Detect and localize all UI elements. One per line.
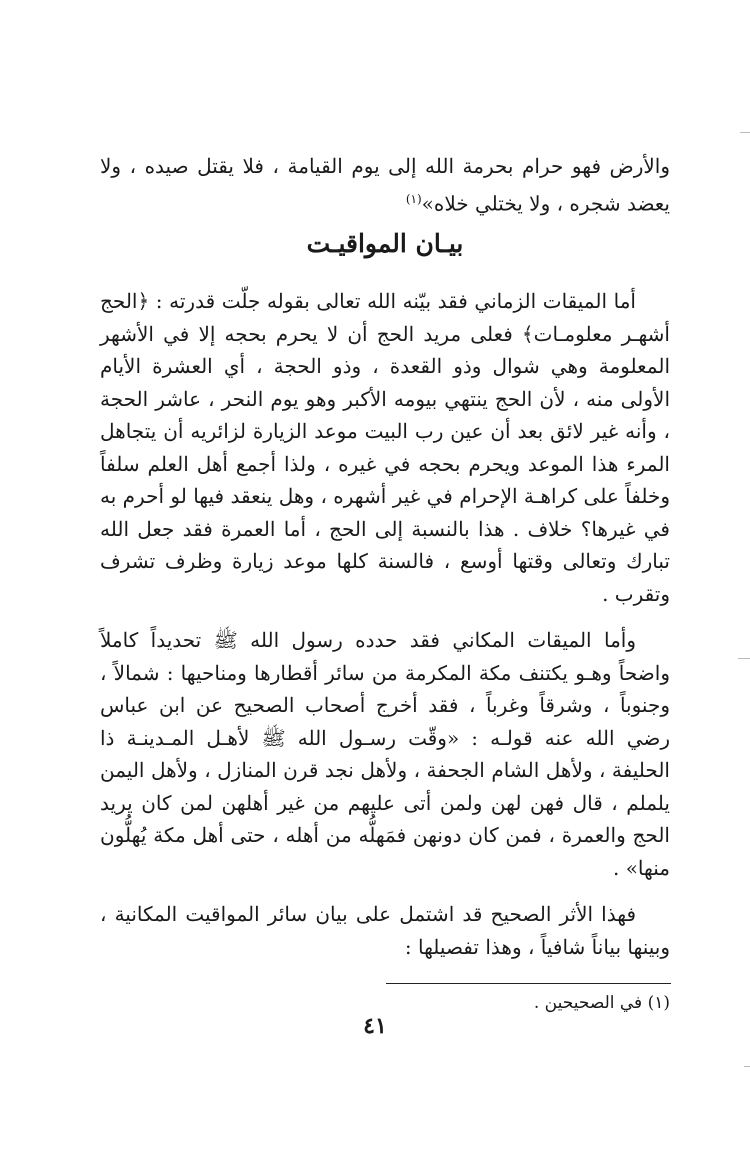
scan-edge-mark [738, 658, 750, 659]
section-heading: بيـان المواقيـت [306, 229, 464, 258]
body-text [100, 285, 670, 963]
page-number: ٤١ [363, 1013, 387, 1039]
paragraph-temporal-miqat: أما الميقات الزماني فقد بيّنه الله تعالى بقوله جلّت قدرته : ﴿الحج أشهـر معلومـات﴾ فعلى مريد الحج أن لا يحرم بحجه إلا في الأشهر المعلومة وهي شوال وذو القعدة ، وذو الحجة ، أي العشرة الأيام الأولى منه ، لأن الحج ينتهي بيومه الأكبر وهو يوم النحر ، عاشر الحجة ، وأنه غير لائق بعد أن عين رب البيت موعد الزيارة لزائريه أن يتجاهل المرء هذا الموعد ويحرم بحجه في غيره ، ولذا أجمع أهل العلم سلفاً وخلفاً على كراهـة الإحرام في غير أشهره ، وهل ينعقد فيها لو أحرم به في غيرها؟ خلاف . هذا بالنسبة إلى الحج ، أما العمرة فقد جعل الله تبارك وتعالى وقتها أوسع ، فالسنة كلها موعد زيارة وظرف تشرف وتقرب . [100, 289, 671, 606]
opening-paragraph-text: والأرض فهو حرام بحرمة الله إلى يوم القيامة ، فلا يقتل صيده ، ولا يعضد شجره ، ولا يختلي خلاه» [100, 154, 670, 216]
opening-paragraph [100, 150, 670, 220]
footnote-reference: (١) [405, 191, 422, 206]
paragraph-closing: فهذا الأثر الصحيح قد اشتمل على بيان سائر المواقيت المكانية ، وبينها بياناً شافياً ، وهذا تفصيلها : [100, 902, 670, 959]
scan-edge-mark [740, 132, 750, 133]
paragraph-spatial-miqat: وأما الميقات المكاني فقد حدده رسول الله ﷺ تحديداً كاملاً واضحاً وهـو يكتنف مكة المكرمة من سائر أقطارها ومناحيها : شمالاً ، وجنوباً ، وشرقاً وغرباً ، فقد أخرج أصحاب الصحيح عن ابن عباس رضي الله عنه قولـه : «وقّت رسـول الله ﷺ لأهـل المـدينـة ذا الحليفة ، ولأهل الشام الجحفة ، ولأهل نجد قرن المنازل ، ولأهل اليمن يلملم ، قال فهن لهن ولمن أتى عليهم من غير أهلهن لمن كان يريد الحج والعمرة ، فمن كان دونهن فمَهلُّه من أهله ، حتى أهل مكة يُهلُّون منها» . [100, 628, 670, 880]
footnote: (١) في الصحيحين . [533, 993, 670, 1013]
scan-edge-mark [744, 1066, 750, 1067]
footnote-divider [386, 983, 671, 984]
